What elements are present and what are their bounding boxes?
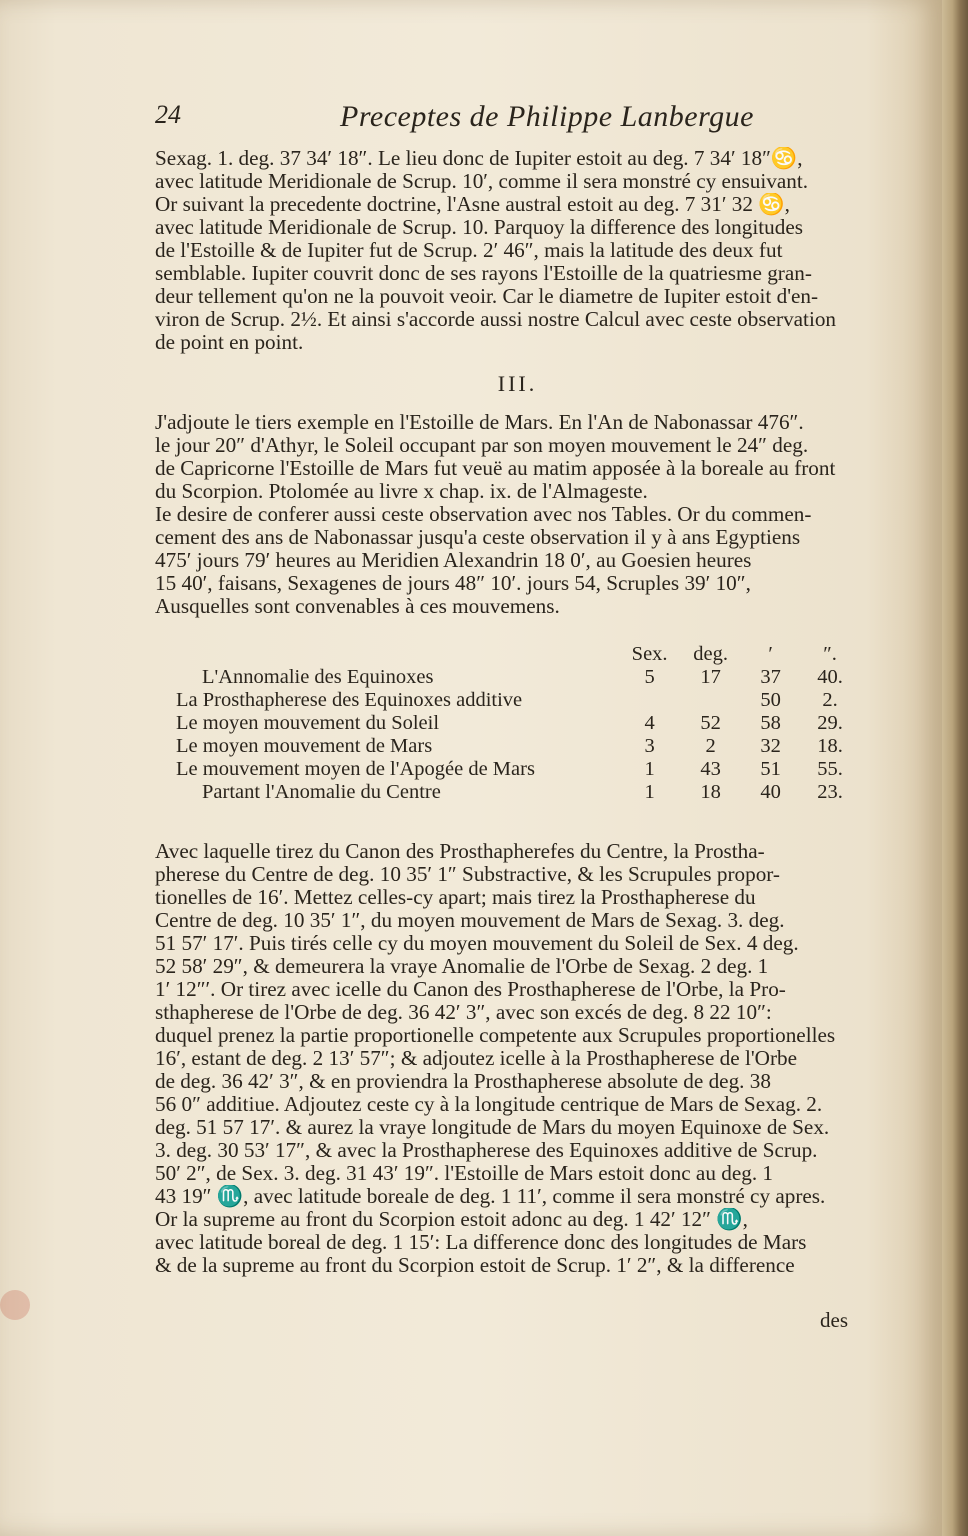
text-line: 51 57′ 17′. Puis tirés celle cy du moyen mouvement du Soleil de Sex. 4 deg. (155, 932, 799, 955)
cell-min: 40 (760, 781, 781, 803)
folio-number: 24 (155, 100, 181, 129)
row-label: L'Annomalie des Equinoxes (202, 666, 434, 688)
text-line: avec latitude boreal de deg. 1 15′: La difference donc des longitudes de Mars (155, 1231, 807, 1254)
text-line: cement des ans de Nabonassar jusqu'a ceste observation il y à ans Egyptiens (155, 526, 801, 549)
text-line: viron de Scrup. 2½. Et ainsi s'accorde aussi nostre Calcul avec ceste observation (155, 308, 837, 331)
cell-sex: 5 (644, 666, 655, 688)
text-line: deur tellement qu'on ne la pouvoit veoir. Car le diametre de Iupiter estoit d'en- (155, 285, 819, 308)
text-line: 1′ 12″′. Or tirez avec icelle du Canon des Prosthapherese de l'Orbe, la Pro- (155, 978, 786, 1001)
col-header-min: ′ (768, 642, 773, 665)
text-line: 56 0″ additiue. Adjoutez ceste cy à la longitude centrique de Mars de Sexag. 2. (155, 1093, 823, 1116)
text-line: tionelles de 16′. Mettez celles-cy apart; mais tirez la Prosthapherese du (155, 886, 756, 909)
paragraph-1 (155, 147, 880, 354)
row-label: Le mouvement moyen de l'Apogée de Mars (176, 758, 535, 780)
text-line: de point en point. (155, 331, 304, 354)
text-line: 43 19″ ♏, avec latitude boreale de deg. 1 11′, comme il sera monstré cy apres. (155, 1185, 826, 1208)
text-line: deg. 51 57 17′. & aurez la vraye longitude de Mars du moyen Equinoxe de Sex. (155, 1116, 830, 1139)
text-line: J'adjoute le tiers exemple en l'Estoille de Mars. En l'An de Nabonassar 476″. (155, 411, 804, 434)
text-line: de l'Estoille & de Iupiter fut de Scrup. 2′ 46″, mais la latitude des deux fut (155, 239, 783, 262)
col-header-deg: deg. (693, 642, 729, 665)
cell-sex (619, 689, 680, 712)
text-line: 15 40′, faisans, Sexagenes de jours 48″ 10′. jours 54, Scruples 39′ 10″, (155, 572, 751, 595)
table-row (170, 781, 860, 804)
cell-sec: 29. (817, 712, 843, 734)
cell-deg (680, 689, 741, 712)
text-line: Sexag. 1. deg. 37 34′ 18″. Le lieu donc de Iupiter estoit au deg. 7 34′ 18″♋, (155, 147, 803, 170)
cell-min: 32 (760, 735, 781, 757)
row-label: Partant l'Anomalie du Centre (202, 781, 441, 803)
paragraph-3 (155, 840, 880, 1277)
text-line: 52 58′ 29″, & demeurera la vraye Anomalie de l'Orbe de Sexag. 2 deg. 1 (155, 955, 769, 978)
cell-sex: 3 (644, 735, 655, 757)
table-row (170, 712, 860, 735)
cell-min: 51 (760, 758, 781, 780)
text-line: duquel prenez la partie proportionelle competente aux Scrupules proportionelles (155, 1024, 836, 1047)
text-line: 475′ jours 79′ heures au Meridien Alexandrin 18 0′, au Goesien heures (155, 549, 752, 572)
cell-sec: 55. (817, 758, 843, 780)
page-header (155, 100, 880, 140)
cell-sec: 40. (817, 666, 843, 688)
motions-table (170, 642, 860, 804)
text-line: sthapherese de l'Orbe de deg. 36 42′ 3″, avec son excés de deg. 8 22 10″: (155, 1001, 772, 1024)
text-line: du Scorpion. Ptolomée au livre x chap. ix. de l'Almageste. (155, 480, 648, 503)
cell-deg: 18 (700, 781, 721, 803)
cell-sex: 1 (644, 758, 655, 780)
text-line: semblable. Iupiter couvrit donc de ses rayons l'Estoille de la quatriesme gran- (155, 262, 812, 285)
table-row (170, 735, 860, 758)
cell-deg: 2 (705, 735, 716, 757)
text-line: le jour 20″ d'Athyr, le Soleil occupant par son moyen mouvement le 24″ deg. (155, 434, 809, 457)
row-label: Le moyen mouvement du Soleil (176, 712, 440, 734)
text-line: pherese du Centre de deg. 10 35′ 1″ Substractive, & les Scrupules propor- (155, 863, 780, 886)
paragraph-2 (155, 411, 880, 618)
text-line: & de la supreme au front du Scorpion estoit de Scrup. 1′ 2″, & la difference (155, 1254, 795, 1277)
cell-deg: 17 (700, 666, 721, 688)
catchword: des (820, 1308, 848, 1332)
cell-min: 50 (760, 689, 781, 711)
book-spine-edge (942, 0, 968, 1536)
running-title: Preceptes de Philippe Lanbergue (340, 100, 754, 133)
cell-min: 37 (760, 666, 781, 688)
text-line: Or la supreme au front du Scorpion estoit adonc au deg. 1 42′ 12″ ♏, (155, 1208, 748, 1231)
cell-sec: 23. (817, 781, 843, 803)
table-row (170, 666, 860, 689)
text-line: Or suivant la precedente doctrine, l'Asne austral estoit au deg. 7 31′ 32 ♋, (155, 193, 790, 216)
ink-stain (0, 1290, 30, 1320)
table-header-row (170, 642, 860, 666)
text-line: 16′, estant de deg. 2 13′ 57″; & adjoutez icelle à la Prosthapherese de l'Orbe (155, 1047, 798, 1070)
table-row (170, 689, 860, 712)
col-header-sex: Sex. (631, 642, 668, 665)
text-line: Ie desire de conferer aussi ceste observation avec nos Tables. Or du commen- (155, 503, 812, 526)
cell-min: 58 (760, 712, 781, 734)
cell-deg: 52 (700, 712, 721, 734)
text-line: de deg. 36 42′ 3″, & en proviendra la Prosthapherese absolute de deg. 38 (155, 1070, 771, 1093)
col-header-sec: ″. (823, 642, 837, 665)
text-line: avec latitude Meridionale de Scrup. 10′, comme il sera monstré cy ensuivant. (155, 170, 809, 193)
cell-sec: 2. (822, 689, 838, 711)
text-line: Ausquelles sont convenables à ces mouvemens. (155, 595, 560, 618)
cell-sex: 1 (644, 781, 655, 803)
text-line: Avec laquelle tirez du Canon des Prosthapherefes du Centre, la Prostha- (155, 840, 765, 863)
cell-sex: 4 (644, 712, 655, 734)
cell-deg: 43 (700, 758, 721, 780)
cell-sec: 18. (817, 735, 843, 757)
row-label: Le moyen mouvement de Mars (176, 735, 433, 757)
text-line: de Capricorne l'Estoille de Mars fut veuë au matim apposée à la boreale au front (155, 457, 836, 480)
text-line: 3. deg. 30 53′ 17″, & avec la Prosthapherese des Equinoxes additive de Scrup. (155, 1139, 818, 1162)
table-row (170, 758, 860, 781)
text-line: 50′ 2″, de Sex. 3. deg. 31 43′ 19″. l'Estoille de Mars estoit donc au deg. 1 (155, 1162, 774, 1185)
row-label: La Prosthapherese des Equinoxes additive (176, 689, 523, 711)
text-line: Centre de deg. 10 35′ 1″, du moyen mouvement de Mars de Sexag. 3. deg. (155, 909, 785, 932)
text-line: avec latitude Meridionale de Scrup. 10. Parquoy la difference des longitudes (155, 216, 803, 239)
section-heading: III. (497, 371, 538, 396)
